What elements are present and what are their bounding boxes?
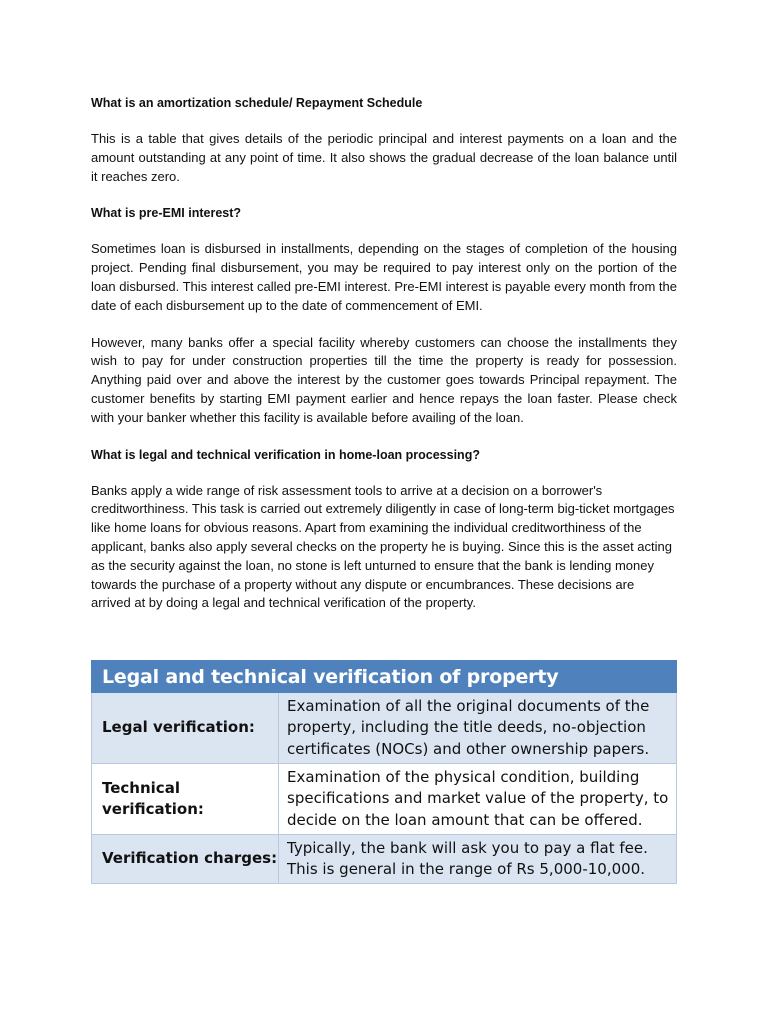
row-label-legal: Legal verification: bbox=[92, 693, 279, 764]
row-label-technical: Technical verification: bbox=[92, 764, 279, 835]
table-header-row bbox=[92, 661, 677, 693]
row-desc-technical: Examination of the physical condition, building specifications and market value of the property, to decide on the loan amount that can be offered. bbox=[279, 764, 677, 835]
table-row bbox=[92, 835, 677, 884]
heading-verification: What is legal and technical verification in home-loan processing? bbox=[91, 447, 480, 462]
paragraph-verification: Banks apply a wide range of risk assessment tools to arrive at a decision on a borrower's creditworthiness. This task is carried out extremely diligently in case of long-term big-ticket mortgages like home loans for obvious reasons. Apart from examining the individual creditworthiness of the applicant, banks also apply several checks on the property he is buying. Since this is the asset acting as the security against the loan, no stone is left unturned to ensure that the bank is lending money towards the purchase of a property without any dispute or encumbrances. These decisions are arrived at by doing a legal and technical verification of the property. bbox=[91, 482, 675, 611]
heading-pre-emi: What is pre-EMI interest? bbox=[91, 206, 242, 221]
table-row bbox=[92, 693, 677, 764]
paragraph-amortization: This is a table that gives details of the periodic principal and interest payments on a loan and the amount outstanding at any point of time. It also shows the gradual decrease of the loan balance until it reaches zero. bbox=[91, 131, 677, 184]
heading-amortization: What is an amortization schedule/ Repayment Schedule bbox=[91, 96, 423, 110]
document-body bbox=[91, 94, 677, 613]
paragraph-pre-emi-2: However, many banks offer a special facility whereby customers can choose the installments they wish to pay for under construction properties till the time the property is ready for possession. Anything paid over and above the interest by the customer goes towards Principal repayment. The customer benefits by starting EMI payment earlier and hence repays the loan faster. Please check with your banker whether this facility is available before availing of the loan. bbox=[91, 334, 677, 425]
table-row bbox=[92, 764, 677, 835]
row-desc-legal: Examination of all the original documents of the property, including the title deeds, no-objection certificates (NOCs) and other ownership papers. bbox=[279, 693, 677, 764]
table-title: Legal and technical verification of property bbox=[92, 661, 677, 693]
verification-table bbox=[91, 660, 677, 884]
row-label-charges: Verification charges: bbox=[92, 835, 279, 884]
paragraph-pre-emi-1: Sometimes loan is disbursed in installments, depending on the stages of completion of the housing project. Pending final disbursement, you may be required to pay interest only on the portion of the loan disbursed. This interest called pre-EMI interest. Pre-EMI interest is payable every month from the date of each disbursement up to the date of commencement of EMI. bbox=[91, 241, 677, 313]
row-desc-charges: Typically, the bank will ask you to pay a flat fee. This is general in the range of Rs 5,000-10,000. bbox=[279, 835, 677, 884]
